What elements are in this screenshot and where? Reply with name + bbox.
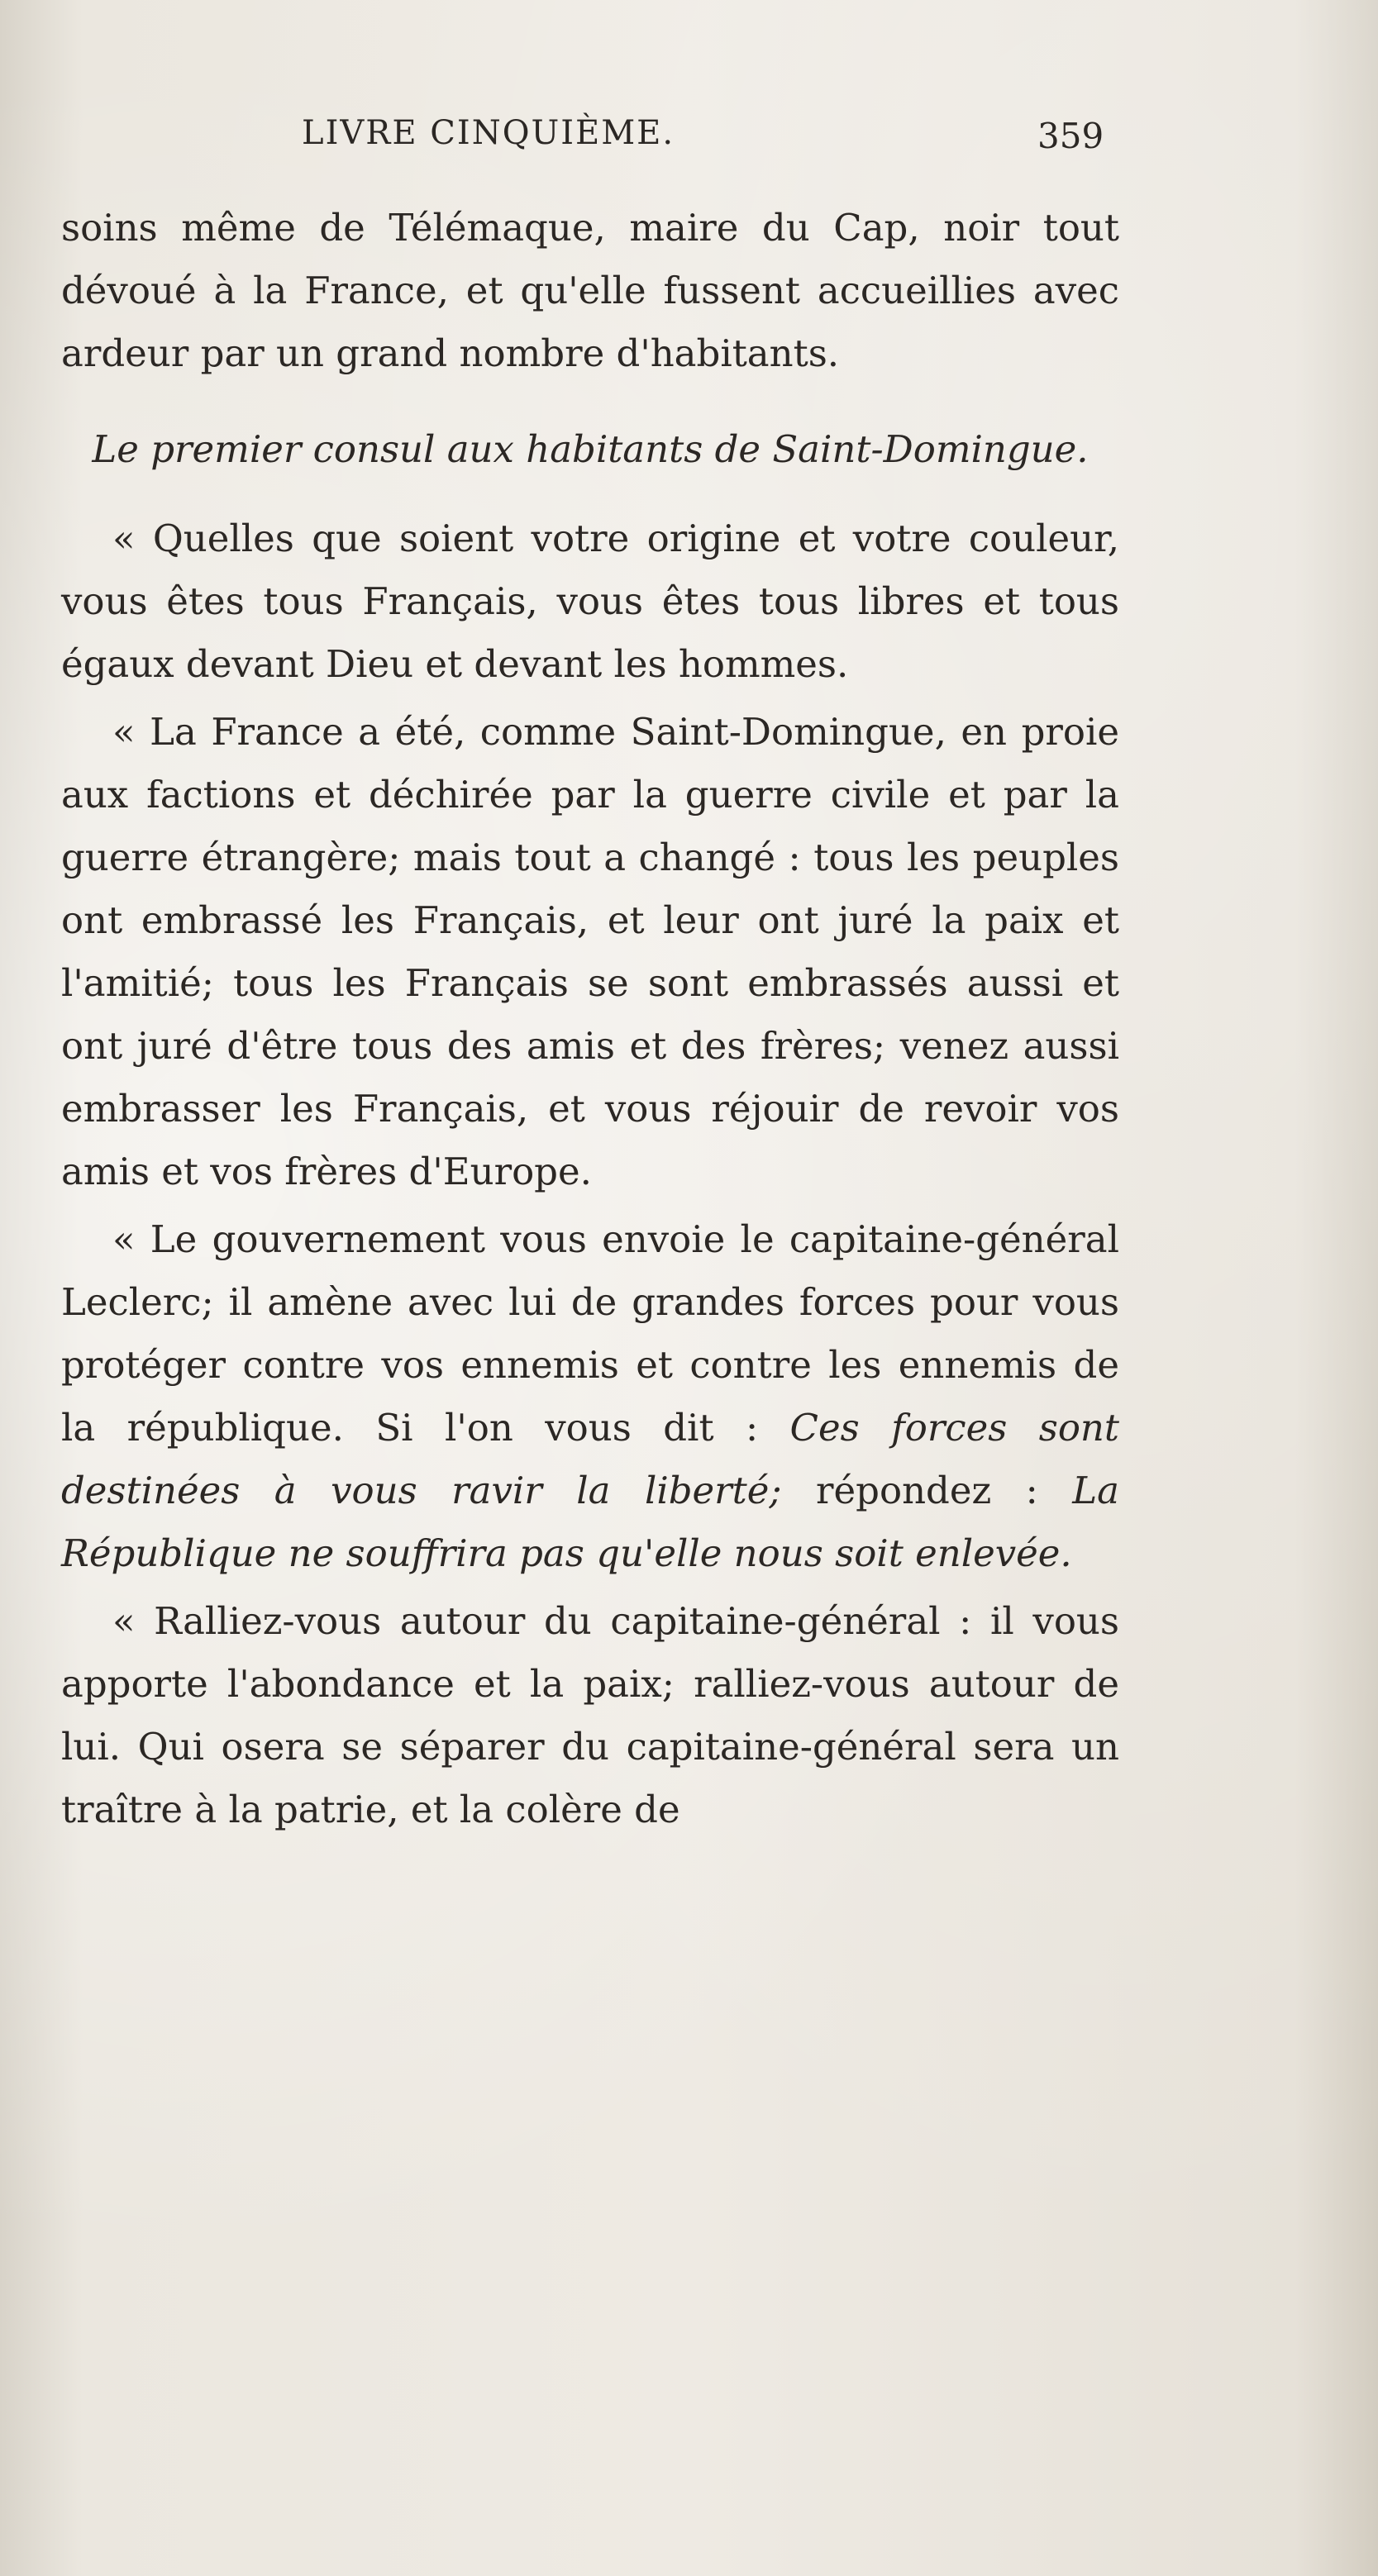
main-text (61, 197, 1119, 1846)
paragraph-3-text: « Le gouvernement vous envoie le capitaine-général Leclerc; il amène avec lui de grandes forces pour vous protéger contre vos ennemis et contre les ennemis de la république. Si l'on vous dit : (61, 1217, 1119, 1450)
page-number: 359 (1037, 116, 1104, 156)
paragraph-3-italic-quote: Ces forces sont destinées à vous ravir la liberté; (61, 1406, 1119, 1512)
running-title: LIVRE CINQUIÈME. (302, 114, 675, 152)
proclamation-paragraph-3 (61, 1208, 1119, 1585)
opening-paragraph: soins même de Télémaque, maire du Cap, noir tout dévoué à la France, et qu'elle fussent accueillies avec ardeur par un grand nombre d'habitants. (61, 206, 1119, 375)
proclamation-paragraph-4: « Ralliez-vous autour du capitaine-général : il vous apporte l'abondance et la paix; ralliez-vous autour de lui. Qui osera se séparer du capitaine-général sera un traître à la patrie, et la colère de (61, 1599, 1119, 1831)
page-header (0, 114, 1378, 172)
paragraph-3-italic-response: La République ne souffrira pas qu'elle nous soit enlevée. (61, 1469, 1119, 1575)
paragraph-3-response-label: répondez : (781, 1469, 1073, 1512)
proclamation-paragraph-2: « La France a été, comme Saint-Domingue, en proie aux factions et déchirée par la guerre civile et par la guerre étrangère; mais tout a changé : tous les peuples ont embrassé les Français, et leur ont juré la paix et l'amitié; tous les Français se sont embrassés aussi et ont juré d'être tous des amis et des frères; venez aussi embrasser les Français, et vous réjouir de revoir vos amis et vos frères d'Europe. (61, 710, 1119, 1193)
proclamation-paragraph-1: « Quelles que soient votre origine et votre couleur, vous êtes tous Français, vous êtes tous libres et tous égaux devant Dieu et devant les hommes. (61, 517, 1119, 686)
proclamation-title: Le premier consul aux habitants de Saint-Domingue. (92, 427, 1089, 471)
